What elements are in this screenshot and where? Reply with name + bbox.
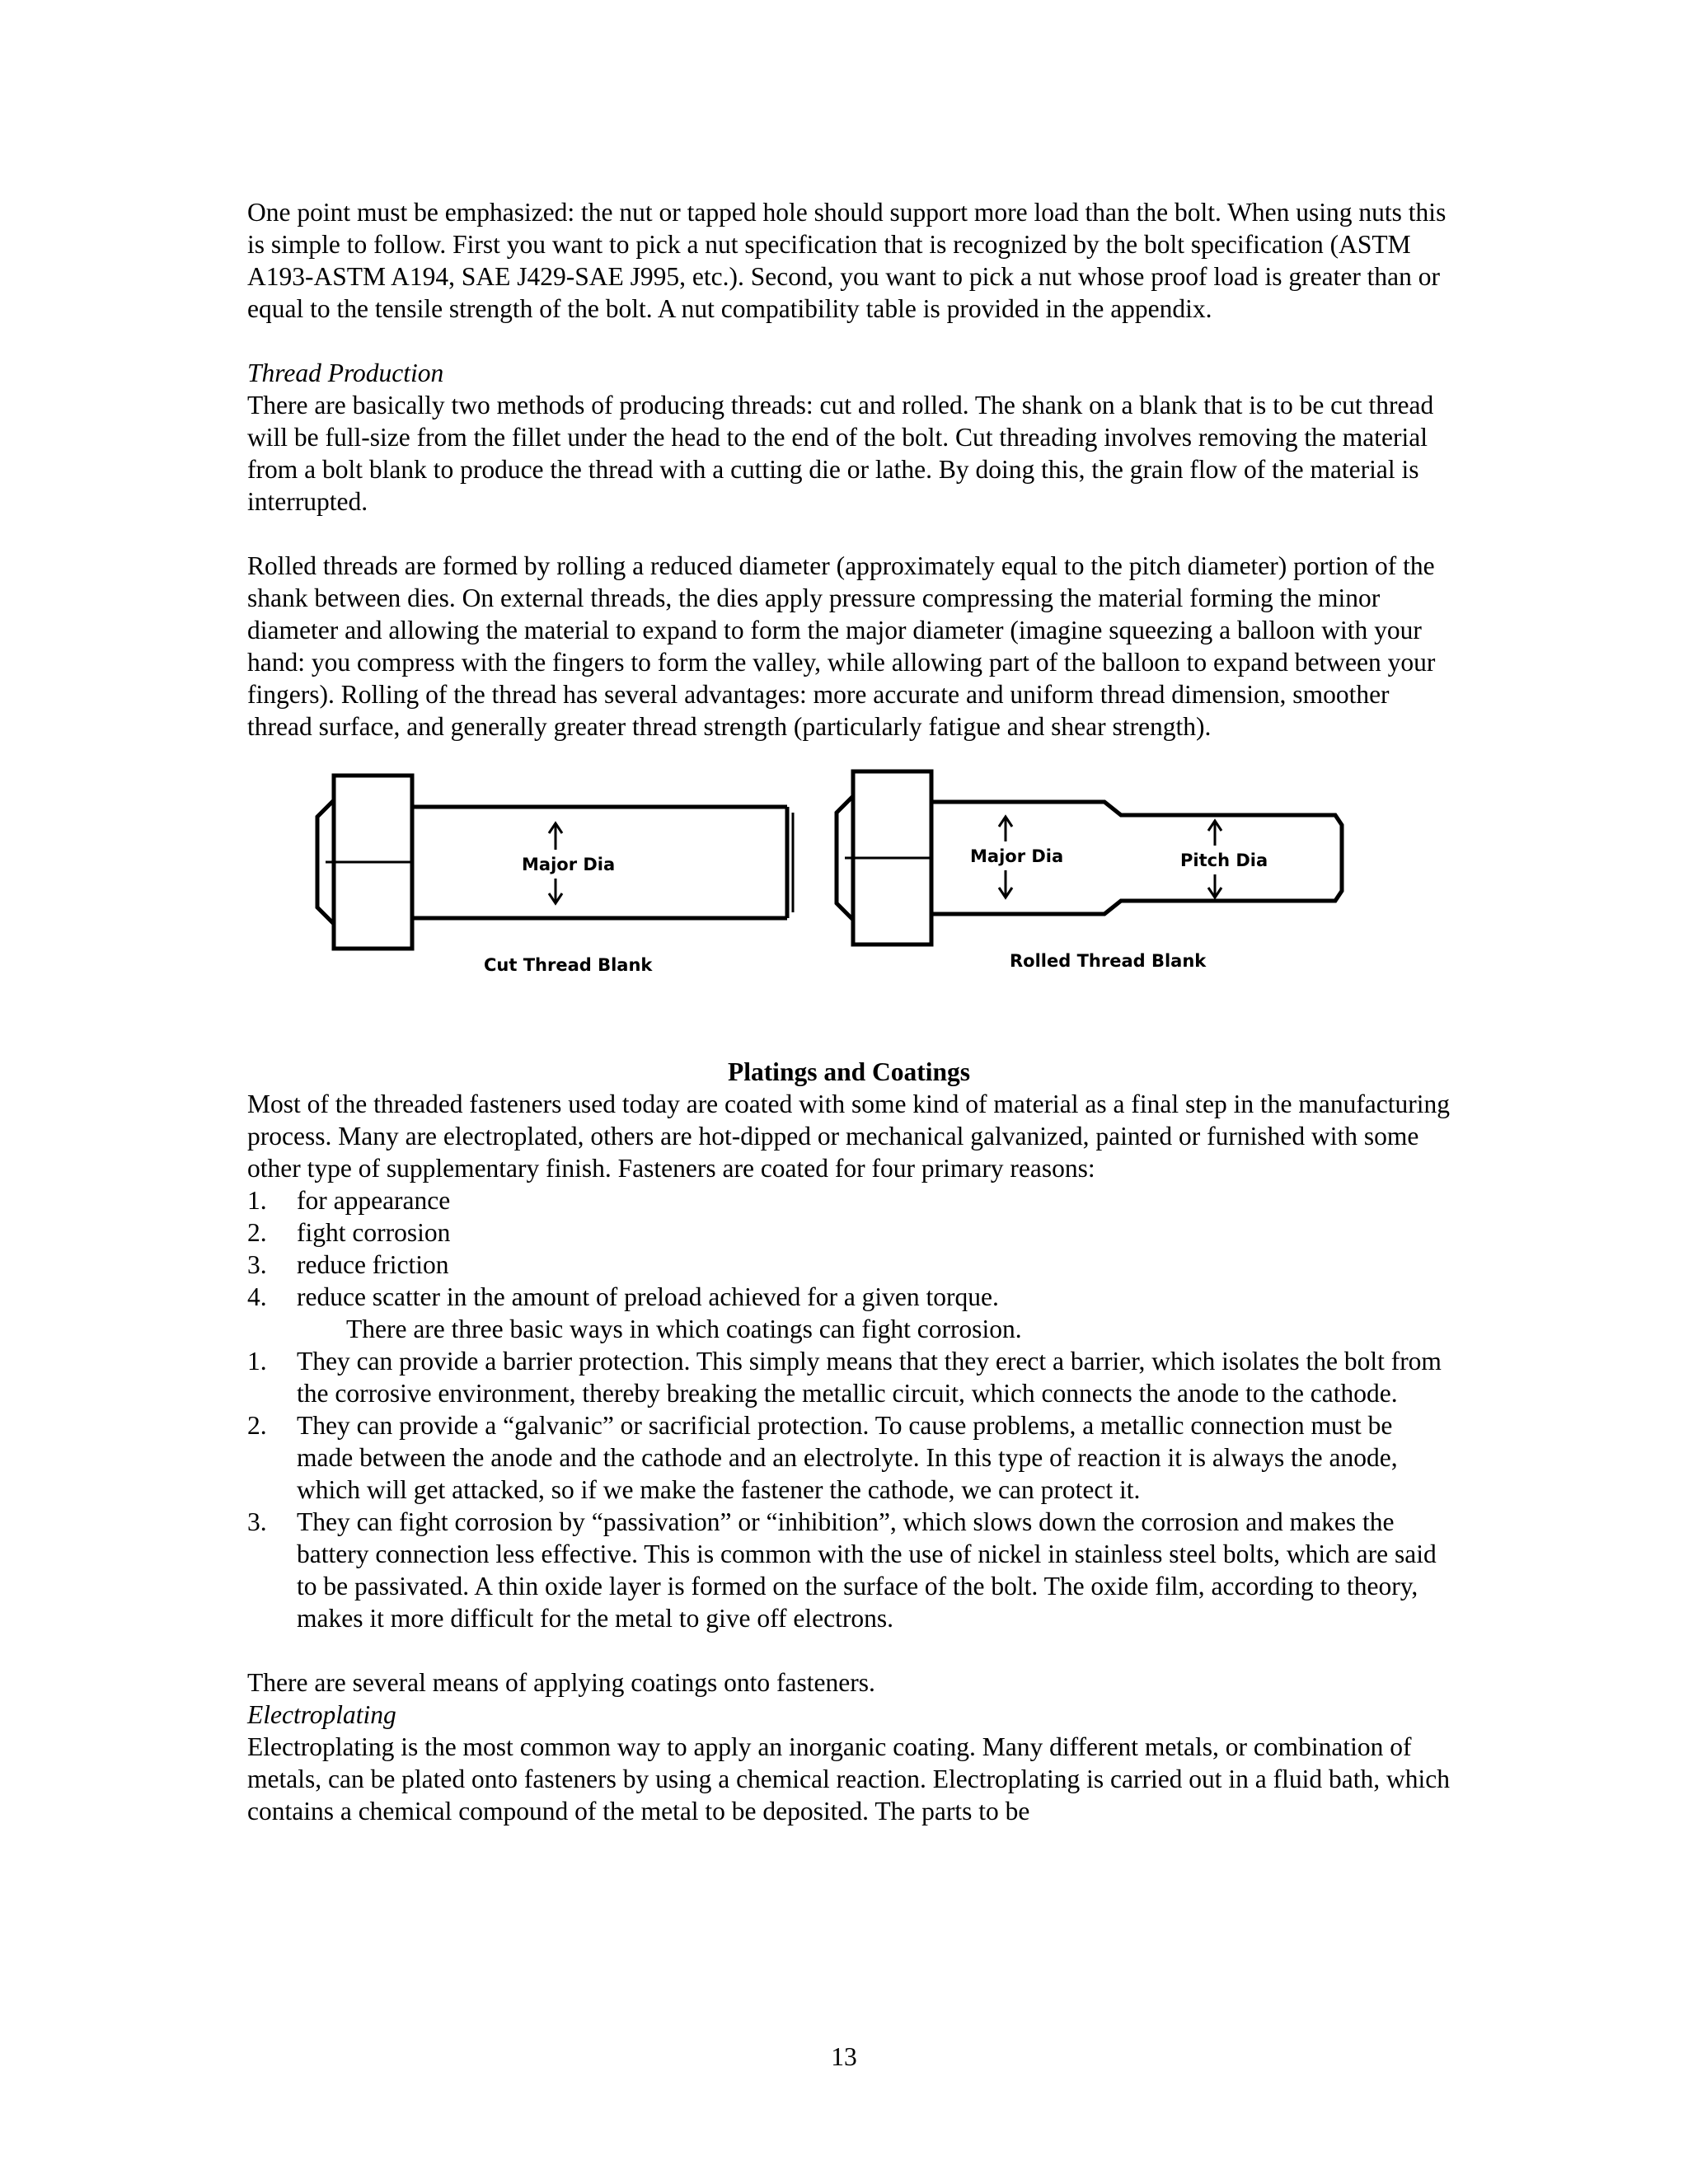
platings-intro-paragraph: Most of the threaded fasteners used today are coated with some kind of material as a final step in the manufacturing process. Many are electroplated, others are hot-dipped or mechanical galvanized, painted or furnished with some other type of supplementary finish. Fasteners are coated for four primary reasons: bbox=[247, 1090, 1451, 1183]
list-number: 3. bbox=[247, 1507, 267, 1536]
rolled-threads-paragraph: Rolled threads are formed by rolling a reduced diameter (approximately equal to the pitch diameter) portion of the shank between dies. On external threads, the dies apply pressure compressing the material forming the minor diameter and allowing the material to expand to form the major diameter (imagine squeezing a balloon with your hand: you compress with the fingers to form the valley, while allowing part of the balloon to expand between your fingers). Rolling of the thread has several advantages: more accurate and uniform thread dimension, smoother thread surface, and generally greater thread strength (particularly fatigue and shear strength). bbox=[247, 551, 1436, 741]
intro-paragraph: One point must be emphasized: the nut or tapped hole should support more load than the bolt. When using nuts this is simple to follow. First you want to pick a nut specification that is recognized by the bolt specification (ASTM A193-ASTM A194, SAE J429-SAE J995, etc.). Second, you want to pick a nut whose proof load is greater than or equal to the tensile strength of the bolt. A nut compatibility table is provided in the appendix. bbox=[247, 198, 1447, 323]
list-number: 2. bbox=[247, 1218, 267, 1247]
list-item bbox=[247, 1184, 1451, 1216]
list-number: 4. bbox=[247, 1282, 267, 1311]
electroplating-heading: Electroplating bbox=[247, 1700, 396, 1729]
cut-major-dia-label: Major Dia bbox=[522, 855, 616, 874]
corrosion-ways-list bbox=[247, 1345, 1451, 1634]
list-item bbox=[247, 1409, 1451, 1506]
list-number: 3. bbox=[247, 1250, 267, 1279]
list-item-text: They can provide a “galvanic” or sacrificial protection. To cause problems, a metallic connection must be made between the anode and the cathode and an electrolyte. In this type of reaction it is always the anode, which will get attacked, so if we make the fastener the cathode, we can protect it. bbox=[297, 1411, 1398, 1504]
list-item-text: reduce scatter in the amount of preload achieved for a given torque. bbox=[297, 1282, 999, 1311]
list-item-text: reduce friction bbox=[297, 1250, 449, 1279]
thread-blank-diagram bbox=[247, 759, 1451, 1006]
list-item-text: They can fight corrosion by “passivation” or “inhibition”, which slows down the corrosion and makes the battery connection less effective. This is common with the use of nickel in stainless steel bolts, which are said to be passivated. A thin oxide layer is formed on the surface of the bolt. The oxide film, according to theory, makes it more difficult for the metal to give off electrons. bbox=[297, 1507, 1437, 1633]
list-number: 2. bbox=[247, 1411, 267, 1440]
list-item bbox=[247, 1216, 1451, 1249]
list-item-text: They can provide a barrier protection. This simply means that they erect a barrier, which isolates the bolt from the corrosive environment, thereby breaking the metallic circuit, which connects the anode to the cathode. bbox=[297, 1347, 1442, 1408]
rolled-pitch-dia-label: Pitch Dia bbox=[1180, 851, 1268, 870]
rolled-thread-blank-caption: Rolled Thread Blank bbox=[1010, 951, 1207, 971]
list-number: 1. bbox=[247, 1186, 267, 1215]
thread-production-heading: Thread Production bbox=[247, 359, 444, 387]
thread-production-paragraph: There are basically two methods of producing threads: cut and rolled. The shank on a blank that is to be cut thread will be full-size from the fillet under the head to the end of the bolt. Cut threading involves removing the material from a bolt blank to produce the thread with a cutting die or lathe. By doing this, the grain flow of the material is interrupted. bbox=[247, 391, 1434, 516]
list-item bbox=[247, 1281, 1451, 1313]
page-body bbox=[247, 196, 1451, 1827]
list-item-text: for appearance bbox=[297, 1186, 451, 1215]
coating-reasons-list bbox=[247, 1184, 1451, 1313]
list-number: 1. bbox=[247, 1347, 267, 1376]
coating-means-intro: There are several means of applying coatings onto fasteners. bbox=[247, 1668, 875, 1697]
corrosion-ways-intro: There are three basic ways in which coatings can fight corrosion. bbox=[346, 1315, 1022, 1343]
platings-title: Platings and Coatings bbox=[727, 1057, 971, 1086]
list-item bbox=[247, 1345, 1451, 1409]
page-number: 13 bbox=[831, 2042, 857, 2071]
list-item bbox=[247, 1249, 1451, 1281]
list-item-text: fight corrosion bbox=[297, 1218, 451, 1247]
thread-blank-svg bbox=[247, 759, 1451, 1006]
rolled-major-dia-label: Major Dia bbox=[970, 846, 1064, 866]
cut-thread-blank-caption: Cut Thread Blank bbox=[484, 955, 653, 975]
list-item bbox=[247, 1506, 1451, 1634]
electroplating-paragraph: Electroplating is the most common way to apply an inorganic coating. Many different metals, or combination of metals, can be plated onto fasteners by using a chemical reaction. Electroplating is carried out in a fluid bath, which contains a chemical compound of the metal to be deposited. The parts to be bbox=[247, 1732, 1450, 1825]
